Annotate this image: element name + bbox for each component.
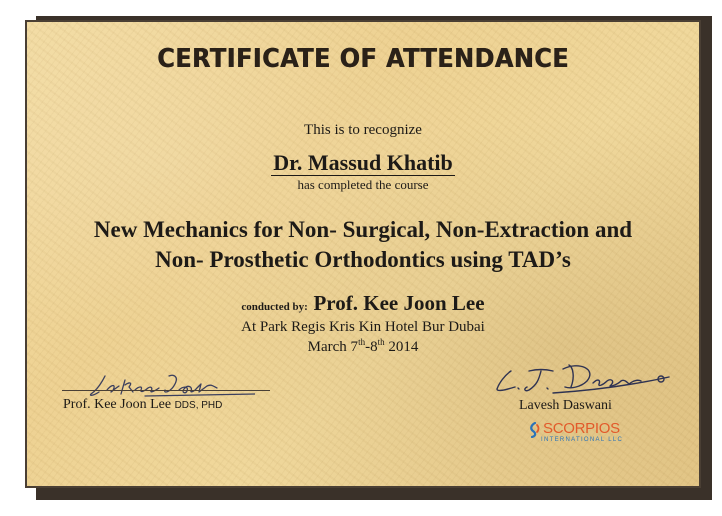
scorpios-logo-mark-icon (529, 422, 541, 438)
recipient-name-wrapper (27, 150, 699, 176)
dates-ordinal-2: th (377, 337, 385, 347)
signatory-right-name: Lavesh Daswani (519, 398, 612, 413)
venue-text: At Park Regis Kris Kin Hotel Bur Dubai (241, 319, 485, 335)
dates-suffix: 2014 (384, 339, 419, 355)
conducted-by-row (27, 291, 699, 316)
completed-text: has completed the course (297, 177, 429, 192)
dates-ordinal-1: th (358, 337, 366, 347)
signatory-left-name: Prof. Kee Joon Lee (63, 397, 172, 412)
dates-prefix: March 7 (307, 339, 359, 355)
logo-wordmark: SCORPIOS (543, 420, 620, 437)
conducted-by-label: conducted by: (241, 301, 308, 313)
recipient-name: Dr. Massud Khatib (273, 150, 453, 175)
signatory-left (63, 397, 222, 413)
signature-line-left (62, 390, 270, 391)
scorpios-logo (529, 420, 629, 454)
intro-text: This is to recognize (304, 122, 422, 138)
certificate (25, 20, 701, 488)
course-dates (27, 337, 699, 356)
course-title-line-2: Non- Prosthetic Orthodontics using TAD’s (155, 247, 571, 272)
conductor-name: Prof. Kee Joon Lee (313, 291, 485, 315)
course-title-line-1: New Mechanics for Non- Surgical, Non-Extraction and (93, 217, 633, 242)
signature-right (493, 357, 673, 397)
logo-subtext: INTERNATIONAL LLC (541, 437, 624, 443)
dates-middle: -8 (365, 339, 378, 355)
signatory-left-credentials: DDS, PHD (174, 400, 223, 411)
signature-left (85, 370, 255, 400)
certificate-title: CERTIFICATE OF ATTENDANCE (157, 44, 569, 74)
course-title (27, 215, 699, 275)
